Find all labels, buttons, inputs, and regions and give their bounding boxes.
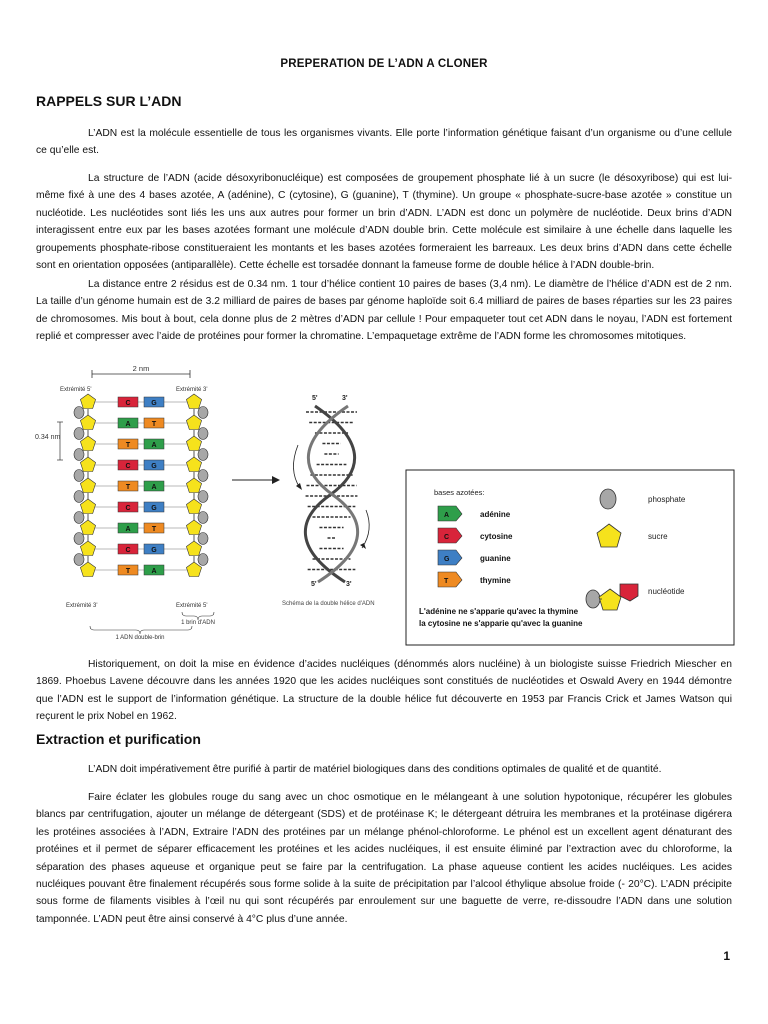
phosphate-left	[74, 554, 84, 566]
paragraph-structure: La structure de l’ADN (acide désoxyribonucléique) est composées de groupement phosphate lié à un sucre (le désoxyribose) qui est lui-même fixé à une des 4 bases azotée, A (adénine), C (cytosine), G (guanine), T (thymine). Un groupe « phosphate-sucre-base azotée » constitue un nucléotide. Les nucléotides sont liés les uns aux autres pour former un brin d’ADN. L’ADN est donc un polymère de nucléotide. Deux brins d’ADN interagissent entre eux par les bases azotées formant une molécule d’ADN double brin. Cette molécule est similaire à une échelle dans laquelle les groupements phosphate-ribose constitueraient les montants et les bases azotées formeraient les barreaux. Les deux brins d’ADN dans cette échelle sont en orientation opposées (antiparallèle). Cette échelle est torsadée donnant la fameuse forme de double hélice à l’ADN double-brin.	[36, 173, 732, 272]
page-number: 1	[723, 949, 730, 963]
base-letter: G	[151, 463, 157, 470]
base-letter: T	[125, 484, 131, 491]
legend-nucleotide-label: nucléotide	[648, 587, 685, 596]
legend-phosphate-label: phosphate	[648, 495, 686, 504]
ladder-end-bottom-left: Extrémité 3'	[66, 603, 98, 609]
helix-top-right-end: 3'	[342, 395, 348, 402]
phosphate-left	[74, 407, 84, 419]
base-pair	[80, 541, 201, 556]
base-letter: A	[125, 421, 131, 428]
base-pair	[80, 457, 201, 472]
base-letter: C	[125, 547, 131, 554]
phosphate-right	[198, 533, 208, 545]
helix-caption: Schéma de la double hélice d'ADN	[282, 601, 375, 607]
phosphate-left	[74, 533, 84, 545]
base-pair	[80, 478, 201, 493]
transformation-arrow	[232, 476, 280, 484]
legend-header: bases azotées:	[434, 488, 485, 497]
base-letter: T	[151, 421, 157, 428]
base-letter: A	[151, 484, 157, 491]
svg-text:thymine: thymine	[480, 576, 511, 585]
phosphate-right	[198, 428, 208, 440]
base-pair	[80, 436, 201, 451]
svg-text:adénine: adénine	[480, 510, 511, 519]
ladder-strand-label: 1 brin d'ADN	[181, 620, 215, 626]
section-heading-rappels: RAPPELS SUR L’ADN	[36, 93, 182, 109]
dna-ladder-diagram	[35, 364, 215, 641]
base-letter: A	[151, 568, 157, 575]
paragraph-extraction-protocol: Faire éclater les globules rouge du sang avec un choc osmotique en le mélangeant à une solution hypotonique, récupérer les globules blancs par centrifugation, ajouter un mélange de détergeant (SDS) et de protéinase K; le détergeant détruira les membranes et la protéinase digérera les protéines associées à l’ADN, Extraire l’ADN des protéines par un mélange phénol-chloroforme. Le phénol est un excellent agent dénaturant des protéines et il permet de séparer efficacement les protéines et les acides nucléiques, il est ensuite éliminé par l’extraction avec du chloroforme, la séparation des phases aqueuse et organique peut se faire par la centrifugation. La phase aqueuse contient les acides nucléiques. Les acides nucléiques pouvant être finalement récupérés sous forme solide à la suite de précipitation par l’alcool éthylique absolue froide (- 20°C). L’ADN précipite sous forme de filaments visibles à l’œil nu qui sont récupérés par enroulement sur une baguette de verre, re-dissoudre l’ADN dans une solution tamponnée. L’ADN peut être ainsi conservé à 4°C plus d’une année.	[36, 792, 732, 925]
legend-pairing-rule-at: L'adénine ne s'apparie qu'avec la thymine	[419, 607, 579, 616]
svg-text:T: T	[444, 578, 449, 585]
document-title: PREPERATION DE L’ADN A CLONER	[280, 58, 488, 70]
base-letter: C	[125, 463, 131, 470]
section-heading-extraction: Extraction et purification	[36, 731, 201, 747]
base-letter: T	[151, 526, 157, 533]
paragraph-dimensions: La distance entre 2 résidus est de 0.34 nm. 1 tour d’hélice contient 10 paires de bases (3,4 nm). Le diamètre de l’hélice d’ADN est de 2 nm. La taille d’un génome humain est de 3.2 milliard de paires de bases par génome haploïde soit 6.4 milliard de paires de bases réparties sur les 23 paires de chromosomes. Mis bout à bout, cela donne plus de 2 mètres d’ADN par cellule ! Pour empaqueter tout cet ADN dans le noyau, l’ADN est fortement replié et compresser avec l’aide de protéines pour former la chromatine. L’empaquetage extrême de l’ADN forme les chromosomes mitotiques.	[36, 279, 732, 343]
dna-figure	[30, 360, 740, 650]
paragraph-intro: L’ADN est la molécule essentielle de tous les organismes vivants. Elle porte l’information génétique faisant d’un organisme ou d’une cellule ce qu’elle est.	[36, 128, 732, 157]
phosphate-right	[198, 449, 208, 461]
nucleotide-legend	[406, 470, 734, 645]
base-letter: A	[125, 526, 131, 533]
base-letter: G	[151, 505, 157, 512]
svg-text:G: G	[444, 556, 450, 563]
phosphate-symbol	[600, 489, 616, 509]
base-letter: C	[125, 505, 131, 512]
base-letter: G	[151, 547, 157, 554]
base-pair	[80, 520, 201, 535]
paragraph-purification-intro: L’ADN doit impérativement être purifié à partir de matériel biologiques dans des conditions optimales de qualité et de quantité.	[88, 764, 662, 775]
base-pair	[80, 415, 201, 430]
base-letter: G	[151, 400, 157, 407]
base-letter: T	[125, 442, 131, 449]
base-pair	[80, 562, 201, 577]
phosphate-left	[74, 470, 84, 482]
base-pair	[80, 394, 201, 409]
phosphate-right	[198, 512, 208, 524]
ladder-double-label: 1 ADN double-brin	[115, 635, 165, 641]
helix-bottom-left-end: 5'	[311, 581, 317, 588]
ladder-width-label: 2 nm	[132, 364, 150, 373]
base-pair	[80, 499, 201, 514]
helix-bottom-right-end: 3'	[346, 581, 352, 588]
helix-top-left-end: 5'	[312, 395, 318, 402]
base-letter: T	[125, 568, 131, 575]
svg-text:cytosine: cytosine	[480, 532, 513, 541]
legend-sugar-label: sucre	[648, 532, 668, 541]
base-letter: C	[125, 400, 131, 407]
phosphate-right	[198, 407, 208, 419]
phosphate-right	[198, 491, 208, 503]
double-helix-illustration	[282, 395, 375, 607]
phosphate-left	[74, 449, 84, 461]
phosphate-right	[198, 554, 208, 566]
phosphate-right	[198, 470, 208, 482]
ladder-end-top-left: Extrémité 5'	[60, 387, 92, 393]
ladder-rise-label: 0.34 nm	[35, 434, 61, 441]
ladder-end-bottom-right: Extrémité 5'	[176, 603, 208, 609]
phosphate-left	[74, 491, 84, 503]
paragraph-history: Historiquement, on doit la mise en évidence d’acides nucléiques (dénommés alors nucléine) à un biologiste suisse Friedrich Miescher en 1869. Phoebus Lavene découvre dans les années 1920 que les acides nucléiques sont constitués de nucléotides et Oswald Avery en 1944 démontre que l’ADN est le support de l’information génétique. La structure de la double hélice fut découverte en 1953 par Francis Crick et James Watson qui reçurent le prix Nobel en 1962.	[36, 659, 732, 723]
ladder-end-top-right: Extrémité 3'	[176, 387, 208, 393]
base-letter: A	[151, 442, 157, 449]
phosphate-left	[74, 512, 84, 524]
legend-pairing-rule-cg: la cytosine ne s'apparie qu'avec la guanine	[419, 619, 583, 628]
svg-text:A: A	[444, 512, 450, 519]
svg-text:guanine: guanine	[480, 554, 511, 563]
phosphate-left	[74, 428, 84, 440]
svg-text:C: C	[444, 534, 450, 541]
